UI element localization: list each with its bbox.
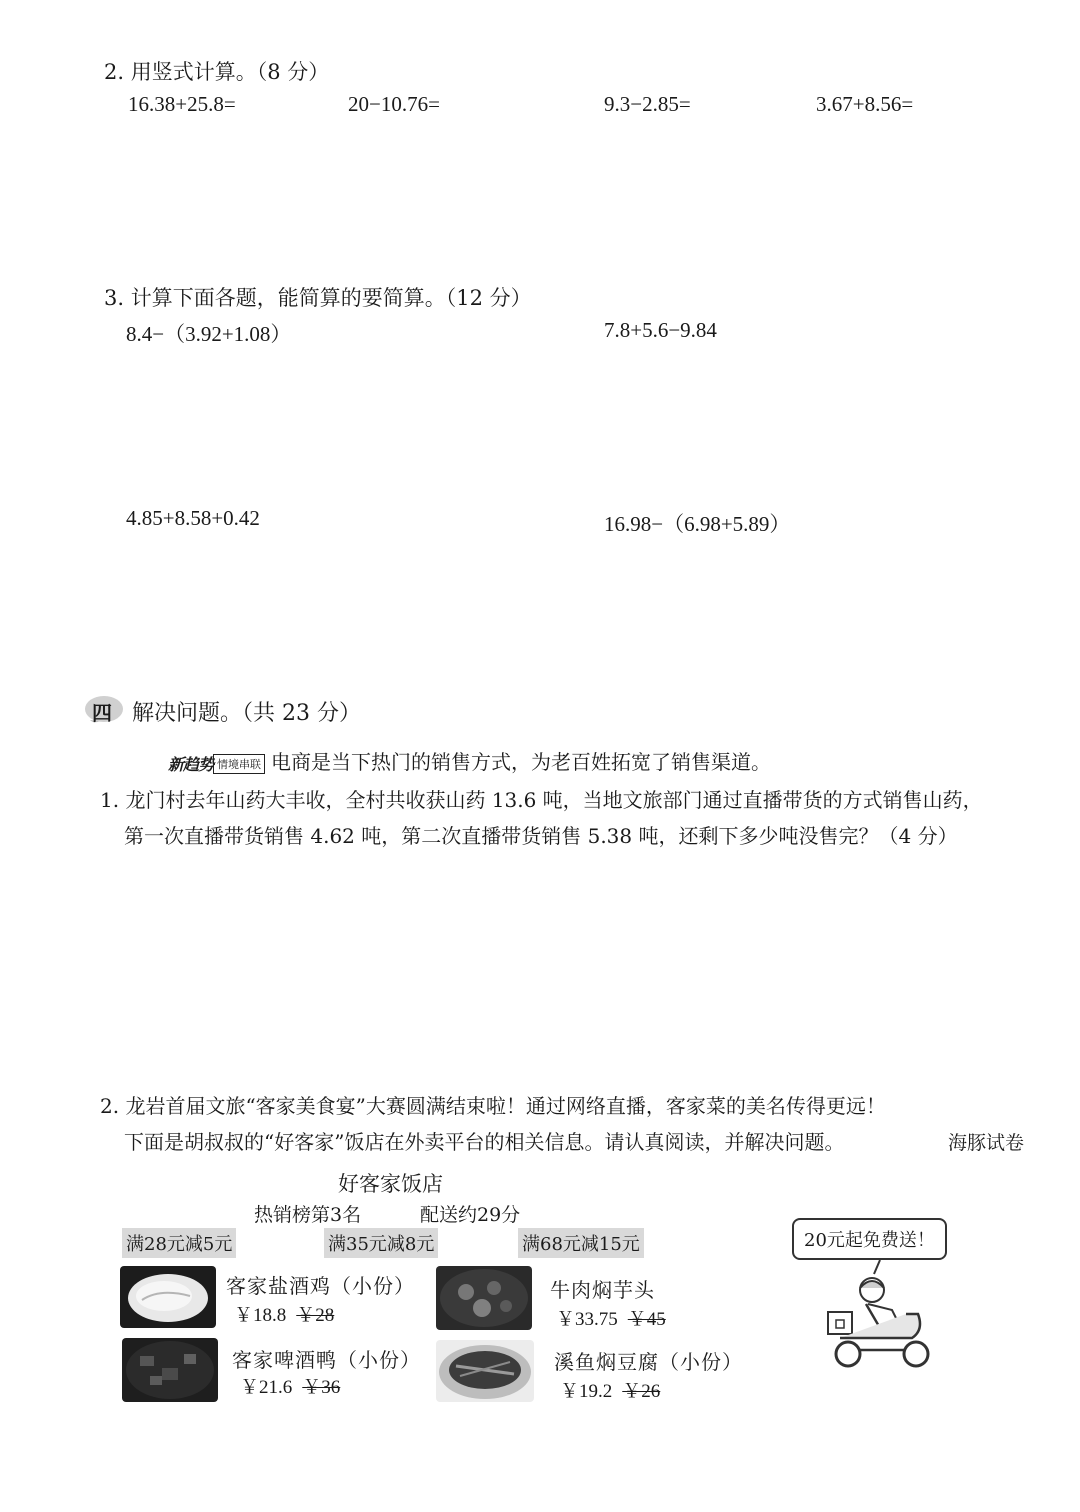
- problem-1-line-2: 第一次直播带货销售 4.62 吨，第二次直播带货销售 5.38 吨，还剩下多少吨没售完？（4 分）: [124, 824, 958, 848]
- dish-price-1: [234, 1300, 334, 1327]
- dish-price-3: [240, 1372, 340, 1399]
- dish-price-current-1: ￥18.8: [234, 1305, 287, 1326]
- discount-badge-2: 满35元减8元: [324, 1228, 438, 1258]
- discount-badge-1: 满28元减5元: [122, 1228, 236, 1258]
- q2-title: 2. 用竖式计算。（8 分）: [104, 60, 330, 84]
- free-delivery-bubble: 20元起免费送！: [792, 1218, 947, 1260]
- q2-expr-1: 16.38+25.8=: [128, 92, 236, 116]
- problem-1-line-1: 1. 龙门村去年山药大丰收，全村共收获山药 13.6 吨，当地文旅部门通过直播带货的方式销售山药，: [100, 788, 983, 812]
- q2-expr-3: 9.3−2.85=: [604, 92, 691, 116]
- q2-expr-2: 20−10.76=: [348, 92, 440, 116]
- restaurant-delivery-time: 配送约29分: [420, 1204, 521, 1226]
- delivery-rider-icon: [820, 1258, 940, 1378]
- q3-expr-2: 7.8+5.6−9.84: [604, 318, 717, 342]
- watermark: 海豚试卷: [948, 1132, 1025, 1154]
- dish-name-1: 客家盐酒鸡（小份）: [226, 1274, 415, 1298]
- dish-name-3: 客家啤酒鸭（小份）: [232, 1348, 421, 1372]
- dish-price-current-2: ￥33.75: [556, 1309, 618, 1330]
- dish-price-old-4: ￥26: [622, 1381, 661, 1402]
- new-trend-tag: 新趋势: [168, 755, 214, 774]
- q3-expr-3: 4.85+8.58+0.42: [126, 506, 260, 530]
- restaurant-name: 好客家饭店: [338, 1172, 443, 1196]
- discount-badge-3: 满68元减15元: [518, 1228, 644, 1258]
- problem-2-line-2: 下面是胡叔叔的“好客家”饭店在外卖平台的相关信息。请认真阅读，并解决问题。: [124, 1130, 845, 1154]
- dish-price-old-1: ￥28: [296, 1305, 335, 1326]
- restaurant-rank: 热销榜第3名: [254, 1204, 362, 1226]
- dish-photo-fish-tofu: [436, 1340, 534, 1402]
- q3-expr-1: 8.4−（3.92+1.08）: [126, 322, 292, 346]
- dish-photo-salt-wine-chicken: [120, 1266, 216, 1328]
- dish-price-old-3: ￥36: [302, 1377, 341, 1398]
- q2-expr-4: 3.67+8.56=: [816, 92, 914, 116]
- section-intro: 电商是当下热门的销售方式，为老百姓拓宽了销售渠道。: [271, 750, 772, 774]
- dish-photo-beer-duck: [122, 1338, 218, 1402]
- q3-title: 3. 计算下面各题，能简算的要简算。（12 分）: [104, 286, 532, 310]
- dish-price-current-3: ￥21.6: [240, 1377, 293, 1398]
- dish-price-old-2: ￥45: [627, 1309, 666, 1330]
- dish-name-4: 溪鱼焖豆腐（小份）: [554, 1350, 743, 1374]
- dish-price-2: [556, 1304, 666, 1331]
- dish-price-4: [560, 1376, 660, 1403]
- problem-2-line-1: 2. 龙岩首届文旅“客家美食宴”大赛圆满结束啦！通过网络直播，客家菜的美名传得更远！: [100, 1094, 886, 1118]
- dish-name-2: 牛肉焖芋头: [550, 1278, 655, 1302]
- section-intro-line: [168, 746, 771, 775]
- dish-price-current-4: ￥19.2: [560, 1381, 613, 1402]
- section-title: 解决问题。（共 23 分）: [132, 701, 361, 726]
- q3-expr-4: 16.98−（6.98+5.89）: [604, 512, 791, 536]
- dish-photo-beef-taro: [436, 1266, 532, 1330]
- section-number: 四: [92, 701, 112, 725]
- context-tag: 情境串联: [213, 754, 265, 774]
